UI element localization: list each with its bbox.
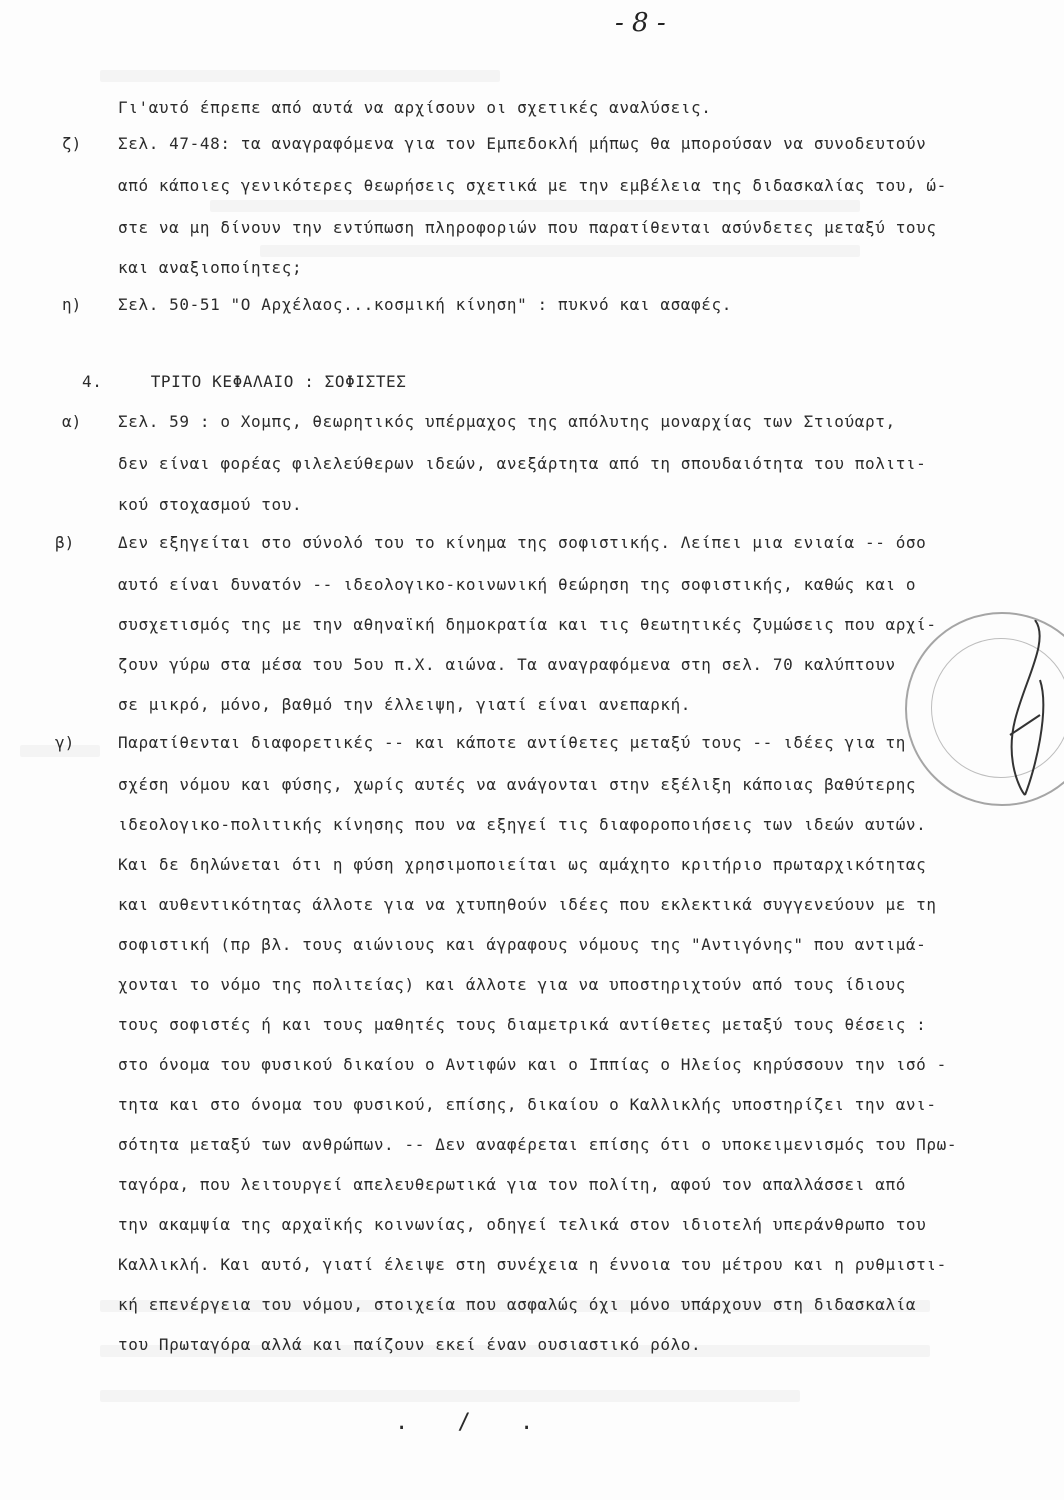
text-line: την ακαμψία της αρχαϊκής κοινωνίας, οδηγεί τελικά στον ιδιοτελή υπεράνθρωπο του: [118, 1215, 927, 1234]
text-line: σε μικρό, μόνο, βαθμό την έλλειψη, γιατί είναι ανεπαρκή.: [118, 695, 692, 714]
text-line: και αυθεντικότητας άλλοτε για να χτυπηθούν ιδέες που εκλεκτικά συγγενεύουν με τη: [118, 895, 937, 914]
text-line: ιδεολογικο-πολιτικής κίνησης που να εξηγεί τις διαφοροποιήσεις των ιδεών αυτών.: [118, 815, 927, 834]
section-number: 4.: [82, 372, 103, 391]
text-line: τους σοφιστές ή και τους μαθητές τους διαμετρικά αντίθετες μεταξύ τους θέσεις :: [118, 1015, 927, 1034]
item-marker: γ): [55, 733, 75, 752]
text-line: ταγόρα, που λειτουργεί απελευθερωτικά για τον πολίτη, αφού τον απαλλάσσει από: [118, 1175, 906, 1194]
item-marker: η): [62, 295, 82, 314]
text-line: Σελ. 59 : ο Χομπς, θεωρητικός υπέρμαχος της απόλυτης μοναρχίας των Στιούαρτ,: [118, 412, 896, 431]
text-line: σοφιστική (πρ βλ. τους αιώνιους και άγραφους νόμους της "Αντιγόνης" που αντιμά-: [118, 935, 927, 954]
text-line: σότητα μεταξύ των ανθρώπων. -- Δεν αναφέρεται επίσης ότι ο υποκειμενισμός του Πρω-: [118, 1135, 958, 1154]
text-line: συσχετισμός της με την αθηναϊκή δημοκρατία και τις θεωτητικές ζυμώσεις που αρχί-: [118, 615, 937, 634]
bleed-through: [210, 200, 860, 212]
text-line: Δεν εξηγείται στο σύνολό του το κίνημα της σοφιστικής. Λείπει μια ενιαία -- όσο: [118, 533, 927, 552]
text-line: αυτό είναι δυνατόν -- ιδεολογικο-κοινωνική θεώρηση της σοφιστικής, καθώς και ο: [118, 575, 917, 594]
text-line: Γι'αυτό έπρεπε από αυτά να αρχίσουν οι σχετικές αναλύσεις.: [118, 98, 712, 117]
handwritten-signature: [995, 620, 1055, 800]
section-heading: [82, 372, 407, 391]
ending-mark: . / .: [395, 1410, 552, 1435]
text-line: από κάποιες γενικότερες θεωρήσεις σχετικά με την εμβέλεια της διδασκαλίας του, ώ-: [118, 176, 947, 195]
text-line: και αναξιοποίητες;: [118, 258, 303, 277]
text-line: στε να μη δίνουν την εντύπωση πληροφοριών που παρατίθενται ασύνδετες μεταξύ τους: [118, 218, 937, 237]
text-line: στο όνομα του φυσικού δικαίου ο Αντιφών και ο Ιππίας ο Ηλείος κηρύσσουν την ισό -: [118, 1055, 947, 1074]
section-title: ΤΡΙΤΟ ΚΕΦΑΛΑΙΟ : ΣΟΦΙΣΤΕΣ: [150, 372, 407, 391]
text-line: Σελ. 50-51 "Ο Αρχέλαος...κοσμική κίνηση" : πυκνό και ασαφές.: [118, 295, 732, 314]
page-number: - 8 -: [615, 8, 666, 38]
text-line: Παρατίθενται διαφορετικές -- και κάποτε αντίθετες μεταξύ τους -- ιδέες για τη: [118, 733, 906, 752]
text-line: Καλλικλή. Και αυτό, γιατί έλειψε στη συνέχεια η έννοια του μέτρου και η ρυθμιστι-: [118, 1255, 947, 1274]
bleed-through: [100, 70, 500, 82]
bleed-through: [260, 245, 860, 257]
text-line: δεν είναι φορέας φιλελεύθερων ιδεών, ανεξάρτητα από τη σπουδαιότητα του πολιτι-: [118, 454, 927, 473]
text-line: χονται το νόμο της πολιτείας) και άλλοτε για να υποστηριχτούν από τους ίδιους: [118, 975, 906, 994]
text-line: Σελ. 47-48: τα αναγραφόμενα για τον Εμπεδοκλή μήπως θα μπορούσαν να συνοδευτούν: [118, 134, 927, 153]
text-line: κού στοχασμού του.: [118, 495, 303, 514]
item-marker: ζ): [62, 134, 82, 153]
text-line: κή επενέργεια του νόμου, στοιχεία που ασφαλώς όχι μόνο υπάρχουν στη διδασκαλία: [118, 1295, 917, 1314]
text-line: τητα και στο όνομα του φυσικού, επίσης, δικαίου ο Καλλικλής υποστηρίζει την ανι-: [118, 1095, 937, 1114]
text-line: σχέση νόμου και φύσης, χωρίς αυτές να ανάγονται στην εξέλιξη κάποιας βαθύτερης: [118, 775, 917, 794]
text-line: Και δε δηλώνεται ότι η φύση χρησιμοποιείται ως αμάχητο κριτήριο πρωταρχικότητας: [118, 855, 927, 874]
item-marker: α): [62, 412, 82, 431]
text-line: ζουν γύρω στα μέσα του 5ου π.Χ. αιώνα. Τα αναγραφόμενα στη σελ. 70 καλύπτουν: [118, 655, 896, 674]
text-line: του Πρωταγόρα αλλά και παίζουν εκεί έναν ουσιαστικό ρόλο.: [118, 1335, 702, 1354]
bleed-through: [100, 1390, 800, 1402]
item-marker: β): [55, 533, 75, 552]
